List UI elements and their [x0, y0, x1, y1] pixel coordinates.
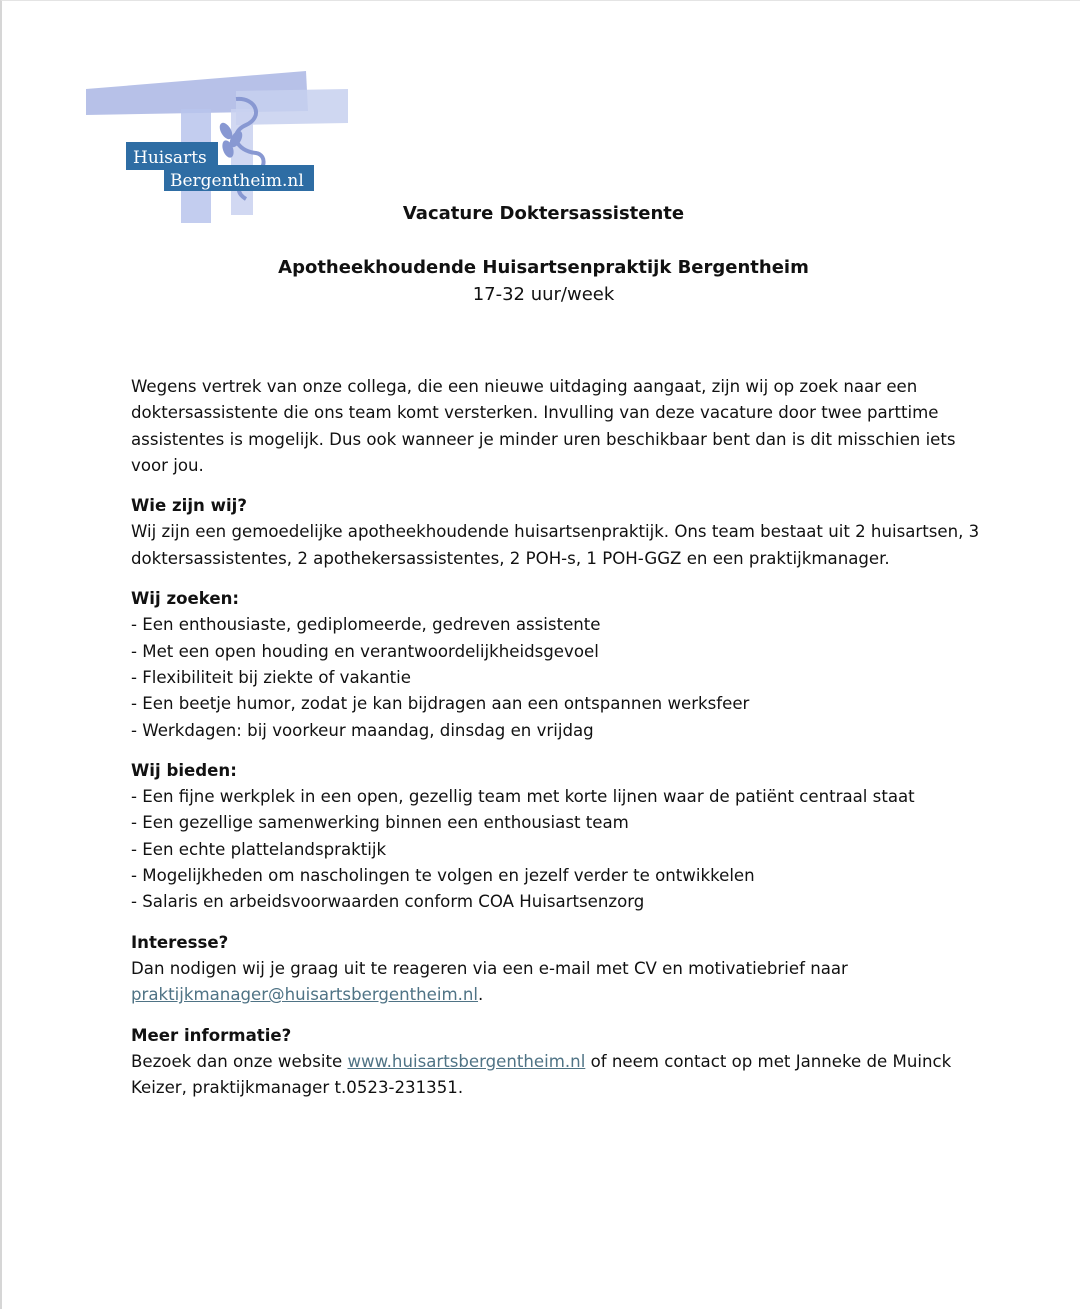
- list-item: - Een fijne werkplek in een open, gezellig team met korte lijnen waar de patiënt centraal staat: [131, 787, 915, 807]
- practice-name: Apotheekhoudende Huisartsenpraktijk Bergentheim: [278, 257, 809, 278]
- vacancy-body: [131, 374, 981, 1115]
- seek-heading: Wij zoeken:: [131, 589, 240, 609]
- more-text-before: Bezoek dan onze website: [131, 1051, 348, 1071]
- list-item: - Mogelijkheden om nascholingen te volgen en jezelf verder te ontwikkelen: [131, 866, 755, 886]
- interest-heading: Interesse?: [131, 932, 229, 952]
- interest-section: [131, 930, 981, 1009]
- list-item: - Werkdagen: bij voorkeur maandag, dinsdag en vrijdag: [131, 720, 594, 740]
- list-item: - Salaris en arbeidsvoorwaarden conform COA Huisartsenzorg: [131, 892, 645, 912]
- more-text-after: of neem contact op met Janneke de Muinck Keizer, praktijkmanager t.0523-231351.: [131, 1051, 952, 1098]
- offer-heading: Wij bieden:: [131, 760, 237, 780]
- list-item: - Een enthousiaste, gediplomeerde, gedreven assistente: [131, 615, 601, 635]
- who-text: Wij zijn een gemoedelijke apotheekhoudende huisartsenpraktijk. Ons team bestaat uit 2 huisartsen, 3 doktersassistentes, 2 apothekersassistentes, 2 POH-s, 1 POH-GGZ en een praktijkmanager.: [131, 522, 980, 568]
- intro-paragraph: Wegens vertrek van onze collega, die een nieuwe uitdaging aangaat, zijn wij op zoek naar een doktersassistente die ons team komt versterken. Invulling van deze vacature door twee parttime assistentes is mogelijk. Dus ook wanneer je minder uren beschikbaar bent dan is dit misschien iets voor jou.: [131, 377, 956, 475]
- list-item: - Een gezellige samenwerking binnen een enthousiast team: [131, 813, 629, 833]
- interest-end: .: [478, 985, 484, 1005]
- who-section: [131, 493, 981, 572]
- who-heading: Wie zijn wij?: [131, 496, 247, 516]
- interest-text: Dan nodigen wij je graag uit te reageren via een e-mail met CV en motivatiebrief naar: [131, 958, 848, 978]
- more-heading: Meer informatie?: [131, 1025, 292, 1045]
- logo-text-1: Huisarts: [133, 148, 207, 168]
- list-item: - Flexibiliteit bij ziekte of vakantie: [131, 667, 411, 687]
- email-link[interactable]: praktijkmanager@huisartsbergentheim.nl: [131, 985, 479, 1005]
- page-title: Vacature Doktersassistente: [402, 203, 685, 224]
- offer-section: [131, 758, 981, 916]
- working-hours: 17-32 uur/week: [472, 284, 615, 305]
- seek-section: [131, 586, 981, 744]
- logo-text-2: Bergentheim.nl: [170, 171, 304, 191]
- website-link[interactable]: www.huisartsbergentheim.nl: [347, 1051, 586, 1071]
- list-item: - Een beetje humor, zodat je kan bijdragen aan een ontspannen werksfeer: [131, 694, 750, 714]
- list-item: - Met een open houding en verantwoordelijkheidsgevoel: [131, 641, 599, 661]
- more-section: [131, 1023, 981, 1102]
- list-item: - Een echte plattelandspraktijk: [131, 839, 387, 859]
